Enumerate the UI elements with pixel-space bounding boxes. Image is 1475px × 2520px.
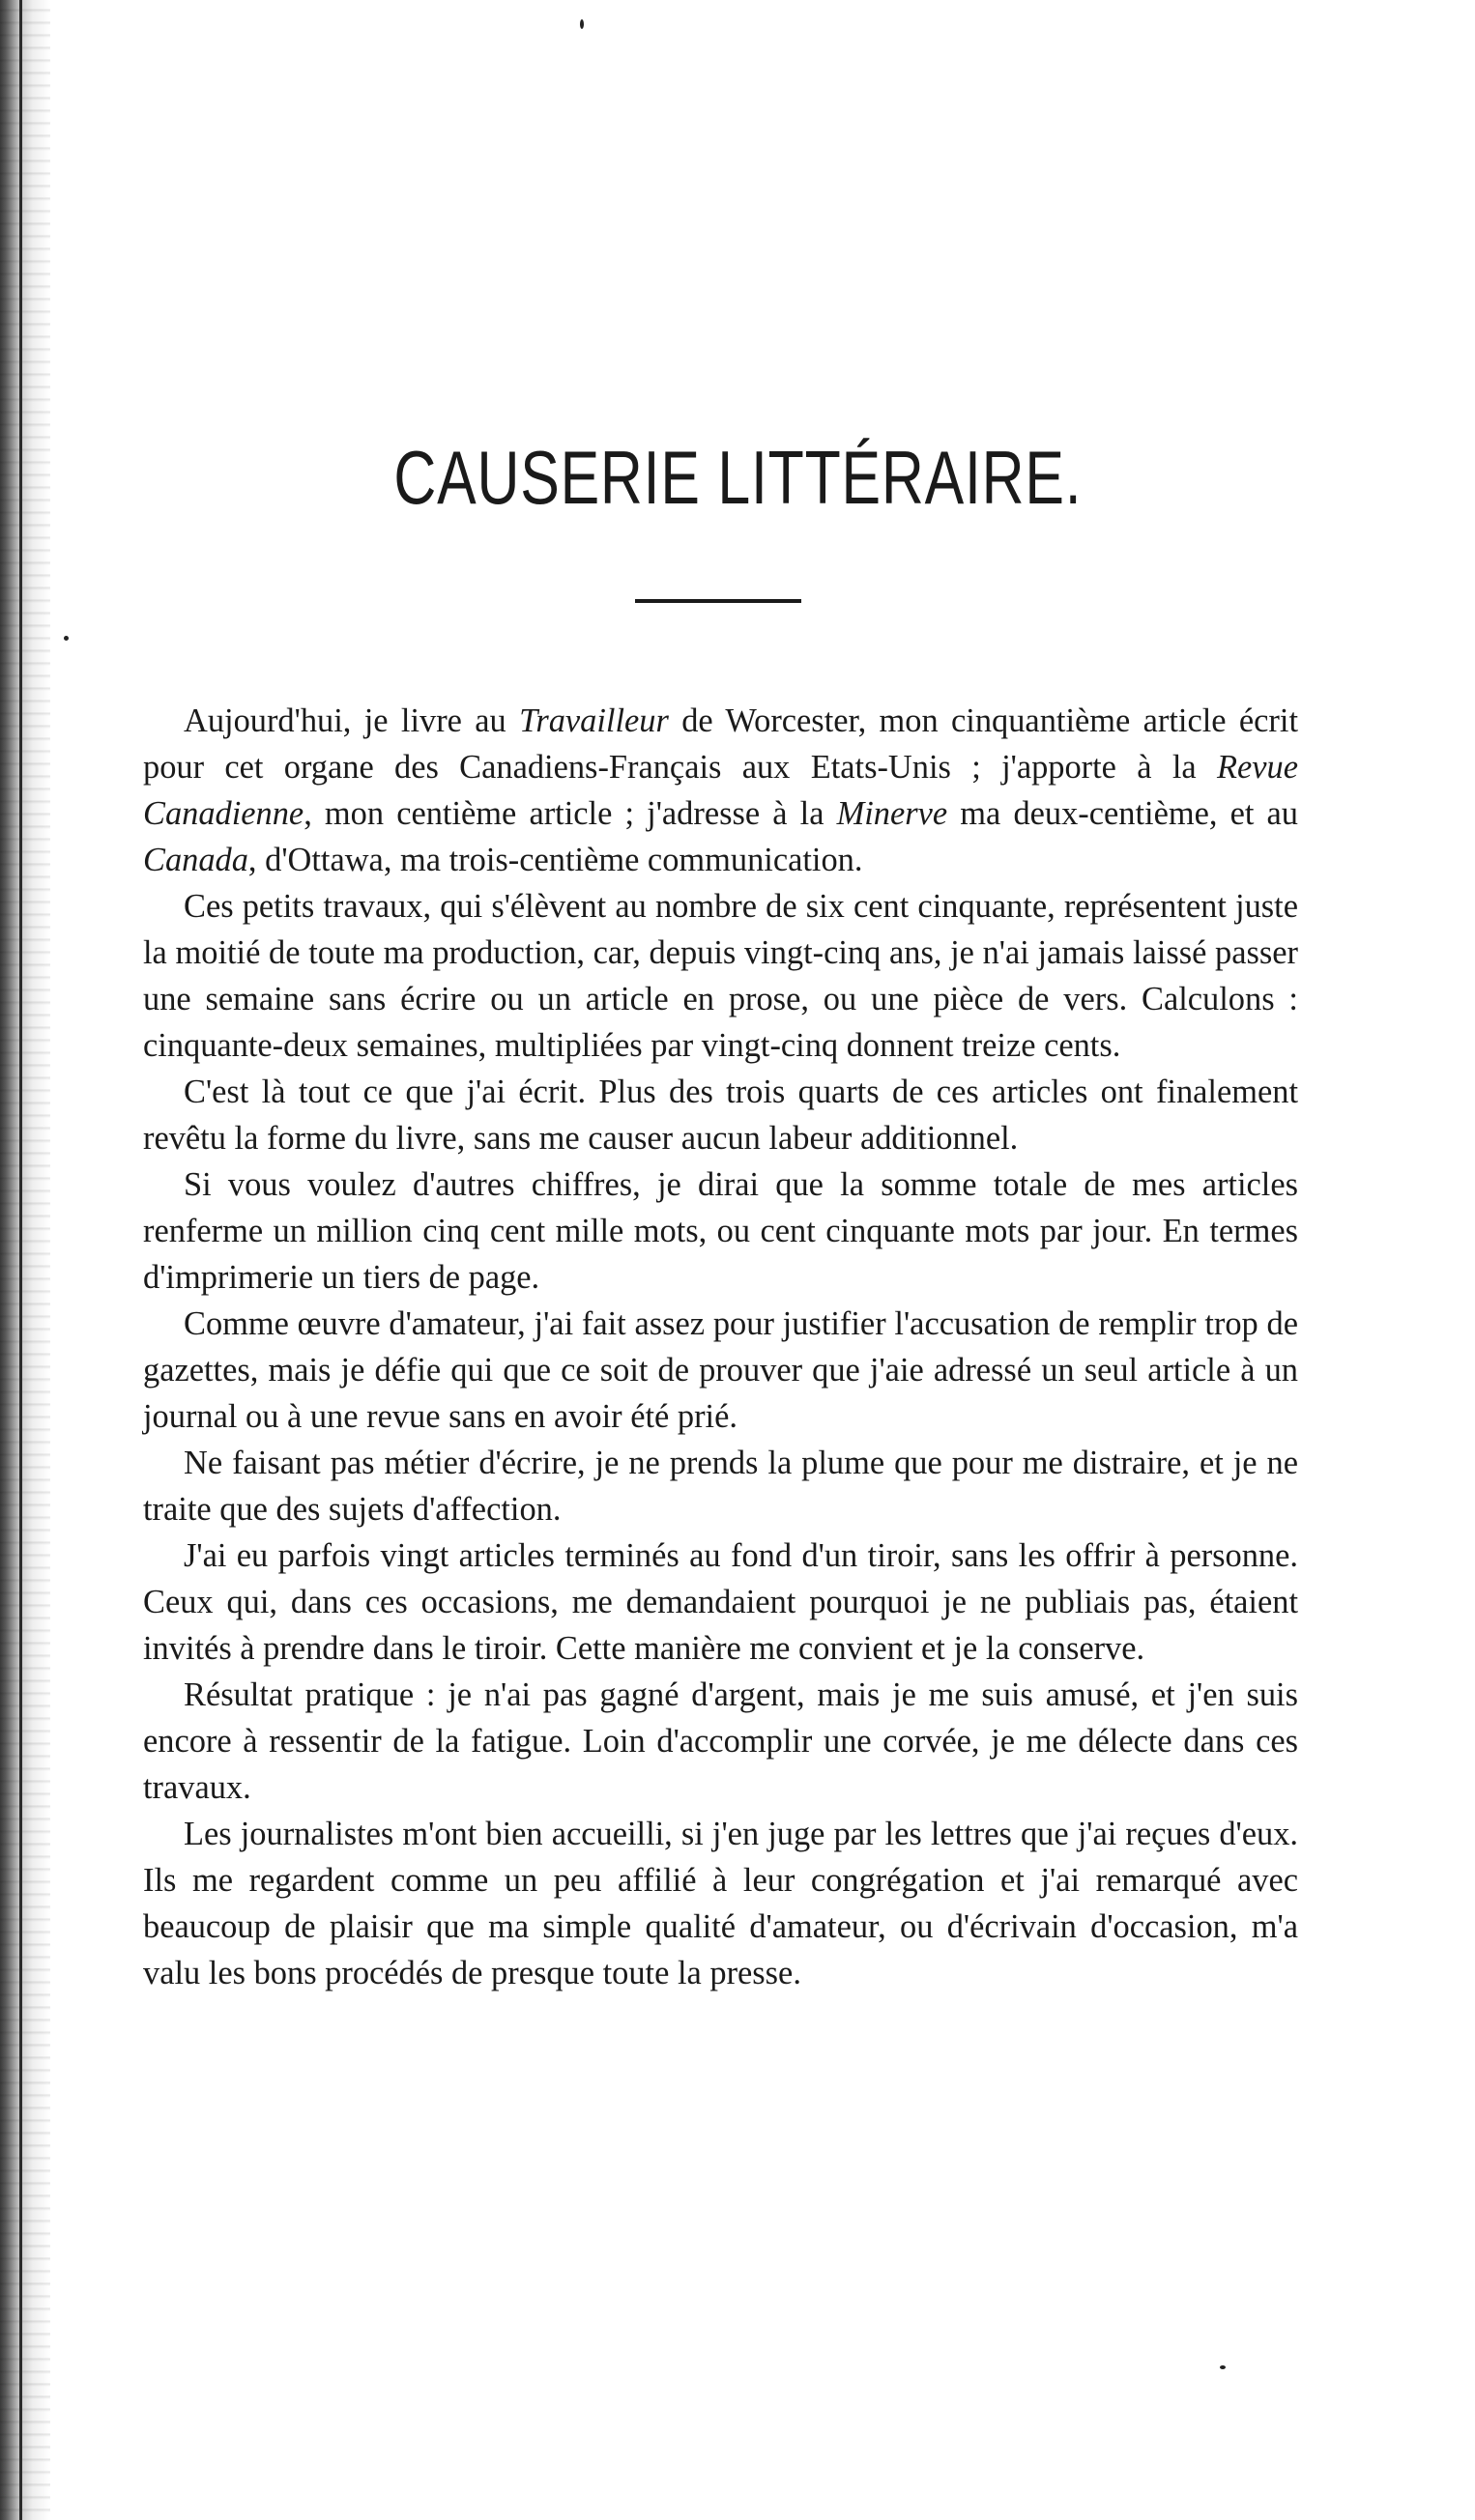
paragraph-1-title-travailleur: Travailleur bbox=[519, 702, 669, 739]
paragraph-4: Si vous voulez d'autres chiffres, je dirai que la somme totale de mes articles renferme un million cinq cent mille mots, ou cent cinquante mots par jour. En termes d'imprimerie un tiers de page. bbox=[143, 1166, 1298, 1296]
paragraph-7: J'ai eu parfois vingt articles terminés au fond d'un tiroir, sans les offrir à personne. Ceux qui, dans ces occasions, me demandaient pourquoi je ne publiais pas, étaient invités à prendre dans le tiroir. Cette manière me convient et je la conserve. bbox=[143, 1537, 1298, 1667]
scan-speck bbox=[580, 19, 584, 29]
paragraph-1 bbox=[143, 698, 1298, 883]
paragraph-1-title-canada: Canada bbox=[143, 842, 248, 878]
paragraph-5: Comme œuvre d'amateur, j'ai fait assez pour justifier l'accusation de remplir trop de gazettes, mais je défie qui que ce soit de prouver que j'aie adressé un seul article à un journal ou à une revue sans en avoir été prié. bbox=[143, 1305, 1298, 1435]
body-text bbox=[143, 698, 1298, 1996]
page-binding-edge bbox=[0, 0, 50, 2520]
title-rule bbox=[635, 599, 801, 603]
scan-speck bbox=[64, 636, 69, 641]
scan-speck bbox=[1220, 2365, 1226, 2369]
paragraph-1-text-d: ma deux-centième, et au bbox=[947, 795, 1298, 832]
paragraph-1-text-a: Aujourd'hui, je livre au bbox=[184, 702, 520, 739]
paragraph-1-title-minerve: Minerve bbox=[836, 795, 948, 832]
paragraph-8: Résultat pratique : je n'ai pas gagné d'argent, mais je me suis amusé, et j'en suis encore à ressentir de la fatigue. Loin d'accomplir une corvée, je me délecte dans ces travaux. bbox=[143, 1676, 1298, 1806]
paragraph-1-text-e: , d'Ottawa, ma trois-centième communication. bbox=[247, 842, 863, 878]
paragraph-3: C'est là tout ce que j'ai écrit. Plus des trois quarts de ces articles ont finalement revêtu la forme du livre, sans me causer aucun labeur additionnel. bbox=[143, 1074, 1298, 1157]
page-title: CAUSERIE LITTÉRAIRE. bbox=[393, 435, 1083, 520]
paragraph-6: Ne faisant pas métier d'écrire, je ne prends la plume que pour me distraire, et je ne traite que des sujets d'affection. bbox=[143, 1445, 1298, 1528]
paragraph-1-title-revue: Revue Canadienne bbox=[143, 749, 1298, 832]
paragraph-2: Ces petits travaux, qui s'élèvent au nombre de six cent cinquante, représentent juste la moitié de toute ma production, car, depuis vingt-cinq ans, je n'ai jamais laissé passer une semaine sans écrire ou un article en prose, ou une pièce de vers. Calculons : cinquante-deux semaines, multipliées par vingt-cinq donnent treize cents. bbox=[143, 888, 1298, 1064]
paragraph-1-text-c: , mon centième article ; j'adresse à la bbox=[304, 795, 837, 832]
binding-shadow-line bbox=[19, 0, 22, 2520]
paragraph-9: Les journalistes m'ont bien accueilli, si j'en juge par les lettres que j'ai reçues d'eux. Ils me regardent comme un peu affilié à leur congrégation et j'ai remarqué avec beaucoup de plaisir que ma simple qualité d'amateur, ou d'écrivain d'occasion, m'a valu les bons procédés de presque toute la presse. bbox=[143, 1816, 1298, 1991]
paragraph-1-text-b: de Worcester, mon cinquantième article écrit pour cet organe des Canadiens-Français aux Etats-Unis ; j'apporte à la bbox=[143, 702, 1298, 786]
